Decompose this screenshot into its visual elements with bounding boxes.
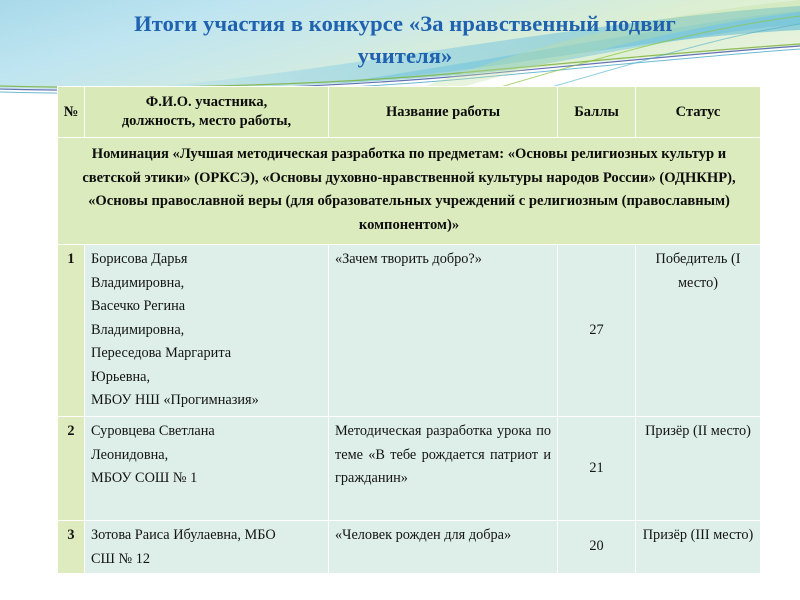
- table-header-row: [58, 87, 761, 138]
- table-row: [58, 521, 761, 574]
- results-table: [57, 86, 761, 574]
- header-cell-status: Статус: [636, 87, 761, 138]
- nomination-text: Номинация «Лучшая методическая разработка по предметам: «Основы религиозных культур и светской этики» (ОРКСЭ), «Основы духовно-нравственной культуры народов России» (ОДНКНР), «Основы православной веры (для образовательных учреждений с религиозным (православным) компонентом)»: [58, 138, 761, 245]
- row-participant: [85, 417, 329, 521]
- participant-line: СШ № 12: [91, 550, 151, 567]
- row-work-title: «Человек рожден для добра»: [329, 521, 558, 574]
- participant-line: Леонидовна,: [91, 446, 169, 463]
- header-cell-number: №: [58, 87, 85, 138]
- nomination-banner-row: [58, 138, 761, 245]
- participant-line: Суровцева Светлана: [91, 423, 215, 439]
- header-cell-work-title: Название работы: [329, 87, 558, 138]
- participant-line: МБОУ СОШ № 1: [91, 470, 198, 486]
- title-line-2: учителя»: [357, 43, 453, 68]
- row-status: Победитель (I место): [636, 245, 761, 417]
- participant-line: Владимировна,: [91, 274, 185, 291]
- participant-line: Владимировна,: [91, 321, 185, 338]
- header-cell-score: Баллы: [558, 87, 636, 138]
- title-line-1: Итоги участия в конкурсе «За нравственный подвиг: [134, 11, 676, 36]
- row-status: Призёр (II место): [636, 417, 761, 521]
- participant-line: Юрьевна,: [91, 368, 151, 385]
- table-row: [58, 245, 761, 417]
- row-score: 27: [558, 245, 636, 417]
- row-number: 1: [58, 245, 85, 417]
- header-participant-line-2: должность, место работы,: [121, 113, 292, 129]
- participant-line: МБОУ НШ «Прогимназия»: [91, 392, 259, 408]
- row-status: Призёр (III место): [636, 521, 761, 574]
- slide-title: [60, 8, 750, 72]
- table-row: [58, 417, 761, 521]
- participant-line: Борисова Дарья: [91, 251, 188, 267]
- header-participant-line-1: Ф.И.О. участника,: [145, 94, 268, 110]
- row-participant: [85, 521, 329, 574]
- row-score: 20: [558, 521, 636, 574]
- participant-line: Зотова Раиса Ибулаевна, МБО: [91, 527, 276, 543]
- row-number: 2: [58, 417, 85, 521]
- row-number: 3: [58, 521, 85, 574]
- participant-line: Васечко Регина: [91, 298, 186, 314]
- participant-line: Переседова Маргарита: [91, 345, 232, 361]
- row-participant: [85, 245, 329, 417]
- row-work-title: Методическая разработка урока по теме «В тебе рождается патриот и гражданин»: [329, 417, 558, 521]
- row-score: 21: [558, 417, 636, 521]
- header-cell-participant: [85, 87, 329, 138]
- row-work-title: «Зачем творить добро?»: [329, 245, 558, 417]
